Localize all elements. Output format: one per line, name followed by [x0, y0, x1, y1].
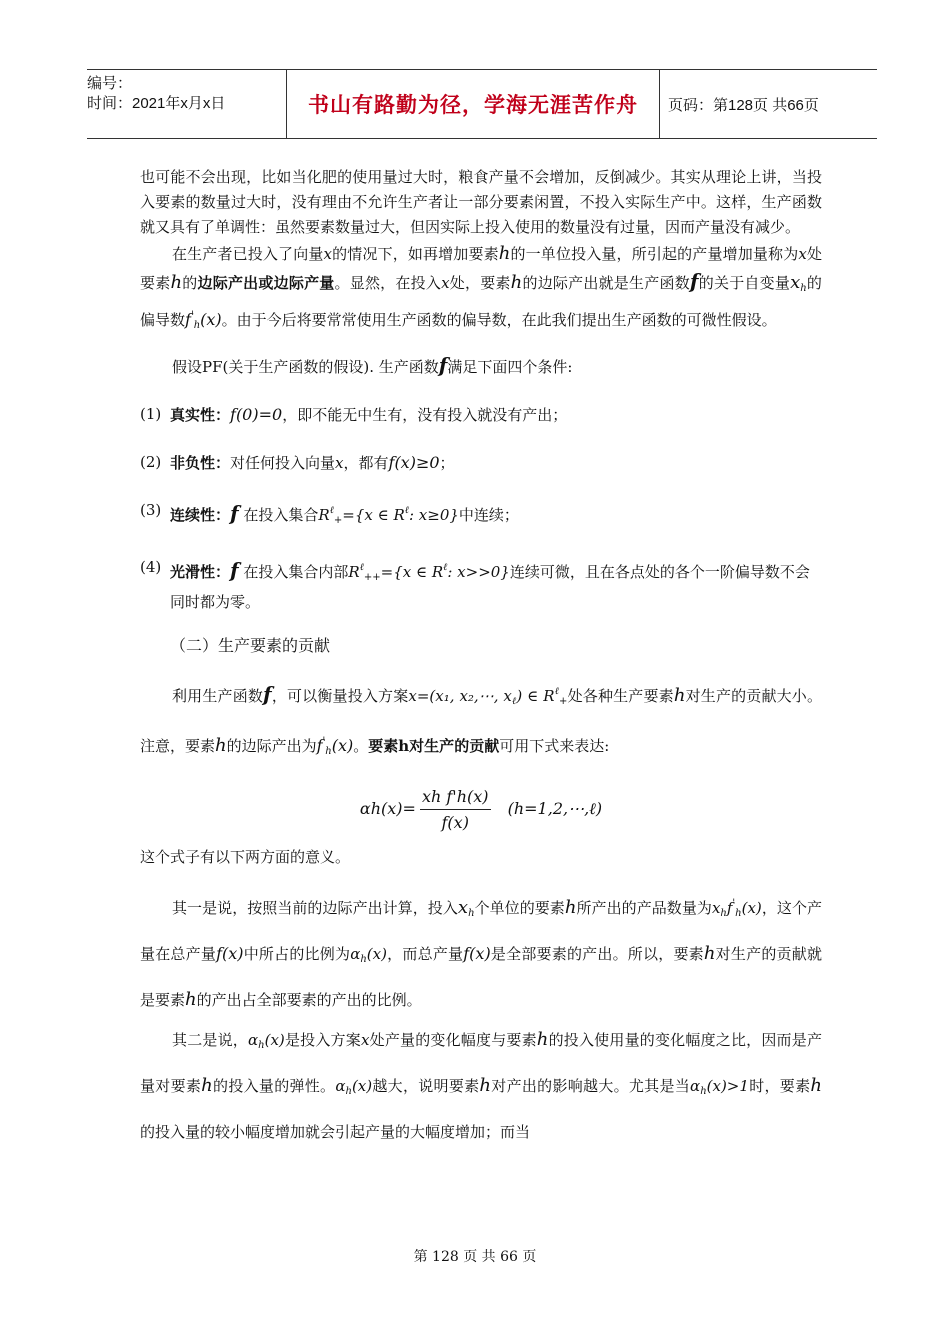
page-header: [87, 69, 877, 139]
paragraph-6: 其二是说，$\alpha_h(x)$是投入方案x处产量的变化幅度与要素h的投入使用量的变化幅度之比，因而是产量对要素h的投入量的弹性。$\alpha_h(x)$越大，说明要素h对产出的影响越大。尤其是当$\alpha_h(x)>1$时，要素h的投入量的较小幅度增加就会引起产量的大幅度增加；而当: [140, 1029, 822, 1141]
contribution-formula: αh(x)= $\frac{\text{xh f'h(x)}}{f(x)}$ (h=1,2,⋯,ℓ): [140, 784, 822, 835]
header-meta: [87, 70, 287, 142]
paragraph-3: 利用生产函数f，可以衡量投入方案x=(x₁, x₂,⋯, $x_\ell$) ∈ $R^\ell_+$处各种生产要素h对生产的贡献大小。注意，要素h的边际产出为$f'_h(x)$。要素h对生产的贡献可用下式来表达:: [140, 682, 822, 757]
document-body: [140, 165, 822, 1152]
paragraph-4: 这个式子有以下两方面的意义。: [140, 848, 351, 866]
assumption-line: 假设PF(关于生产函数的假设). 生产函数f满足下面四个条件:: [172, 353, 573, 377]
time-label: 时间：2021年x月x日: [87, 95, 226, 112]
section-title: （二）生产要素的贡献: [170, 636, 331, 655]
page-footer: 第 128 页 共 66 页: [413, 1249, 537, 1265]
paragraph-2: 在生产者已投入了向量x的情况下，如再增加要素h的一单位投入量，所引起的产量增加量称为x处要素h的边际产出或边际产量。显然，在投入x处，要素h的边际产出就是生产函数f的关于自变量$x_h$的偏导数$f'_h(x)$。由于今后将要常常使用生产函数的偏导数，在此我们提出生产函数的可微性假设。: [140, 243, 822, 331]
paragraph-5: 其一是说，按照当前的边际产出计算，投入$x_h$个单位的要素h所产出的产品数量为$x_hf'_h(x)$，这个产量在总产量f(x)中所占的比例为$\alpha_h(x)$，而总产量f(x)是全部要素的产出。所以，要素h对生产的贡献就是要素h的产出占全部要素的产出的比例。: [140, 897, 822, 1010]
paragraph-1: 也可能不会出现，比如当化肥的使用量过大时，粮食产量不会增加，反倒减少。其实从理论上讲，当投入要素的数量过大时，没有理由不允许生产者让一部分要素闲置，不投入实际生产中。这样，生产函数就又具有了单调性：虽然要素数量过大，但因实际上投入使用的数量没有过量，因而产量没有减少。: [140, 168, 822, 236]
code-label: 编号：: [87, 75, 133, 92]
condition-3: (3) 连续性：f 在投入集合$R^\ell_+=\{x$ ∈ $R^\ell$: x≥0}中连续；: [140, 501, 519, 526]
header-page-label: 页码：第128页 共66页: [668, 96, 819, 114]
condition-1: (1) 真实性：f(0)=0，即不能无中生有，没有投入就没有产出；: [140, 405, 568, 424]
condition-2: (2) 非负性：对任何投入向量x，都有f(x)≥0；: [140, 453, 455, 472]
header-motto: 书山有路勤为径，学海无涯苦作舟: [286, 70, 660, 138]
condition-4: (4) 光滑性：f 在投入集合内部$R^\ell_{++}=\{x$ ∈ $R^\ell$: x>>0}连续可微，且在各点处的各个一阶偏导数不会同时都为零。: [140, 558, 810, 611]
